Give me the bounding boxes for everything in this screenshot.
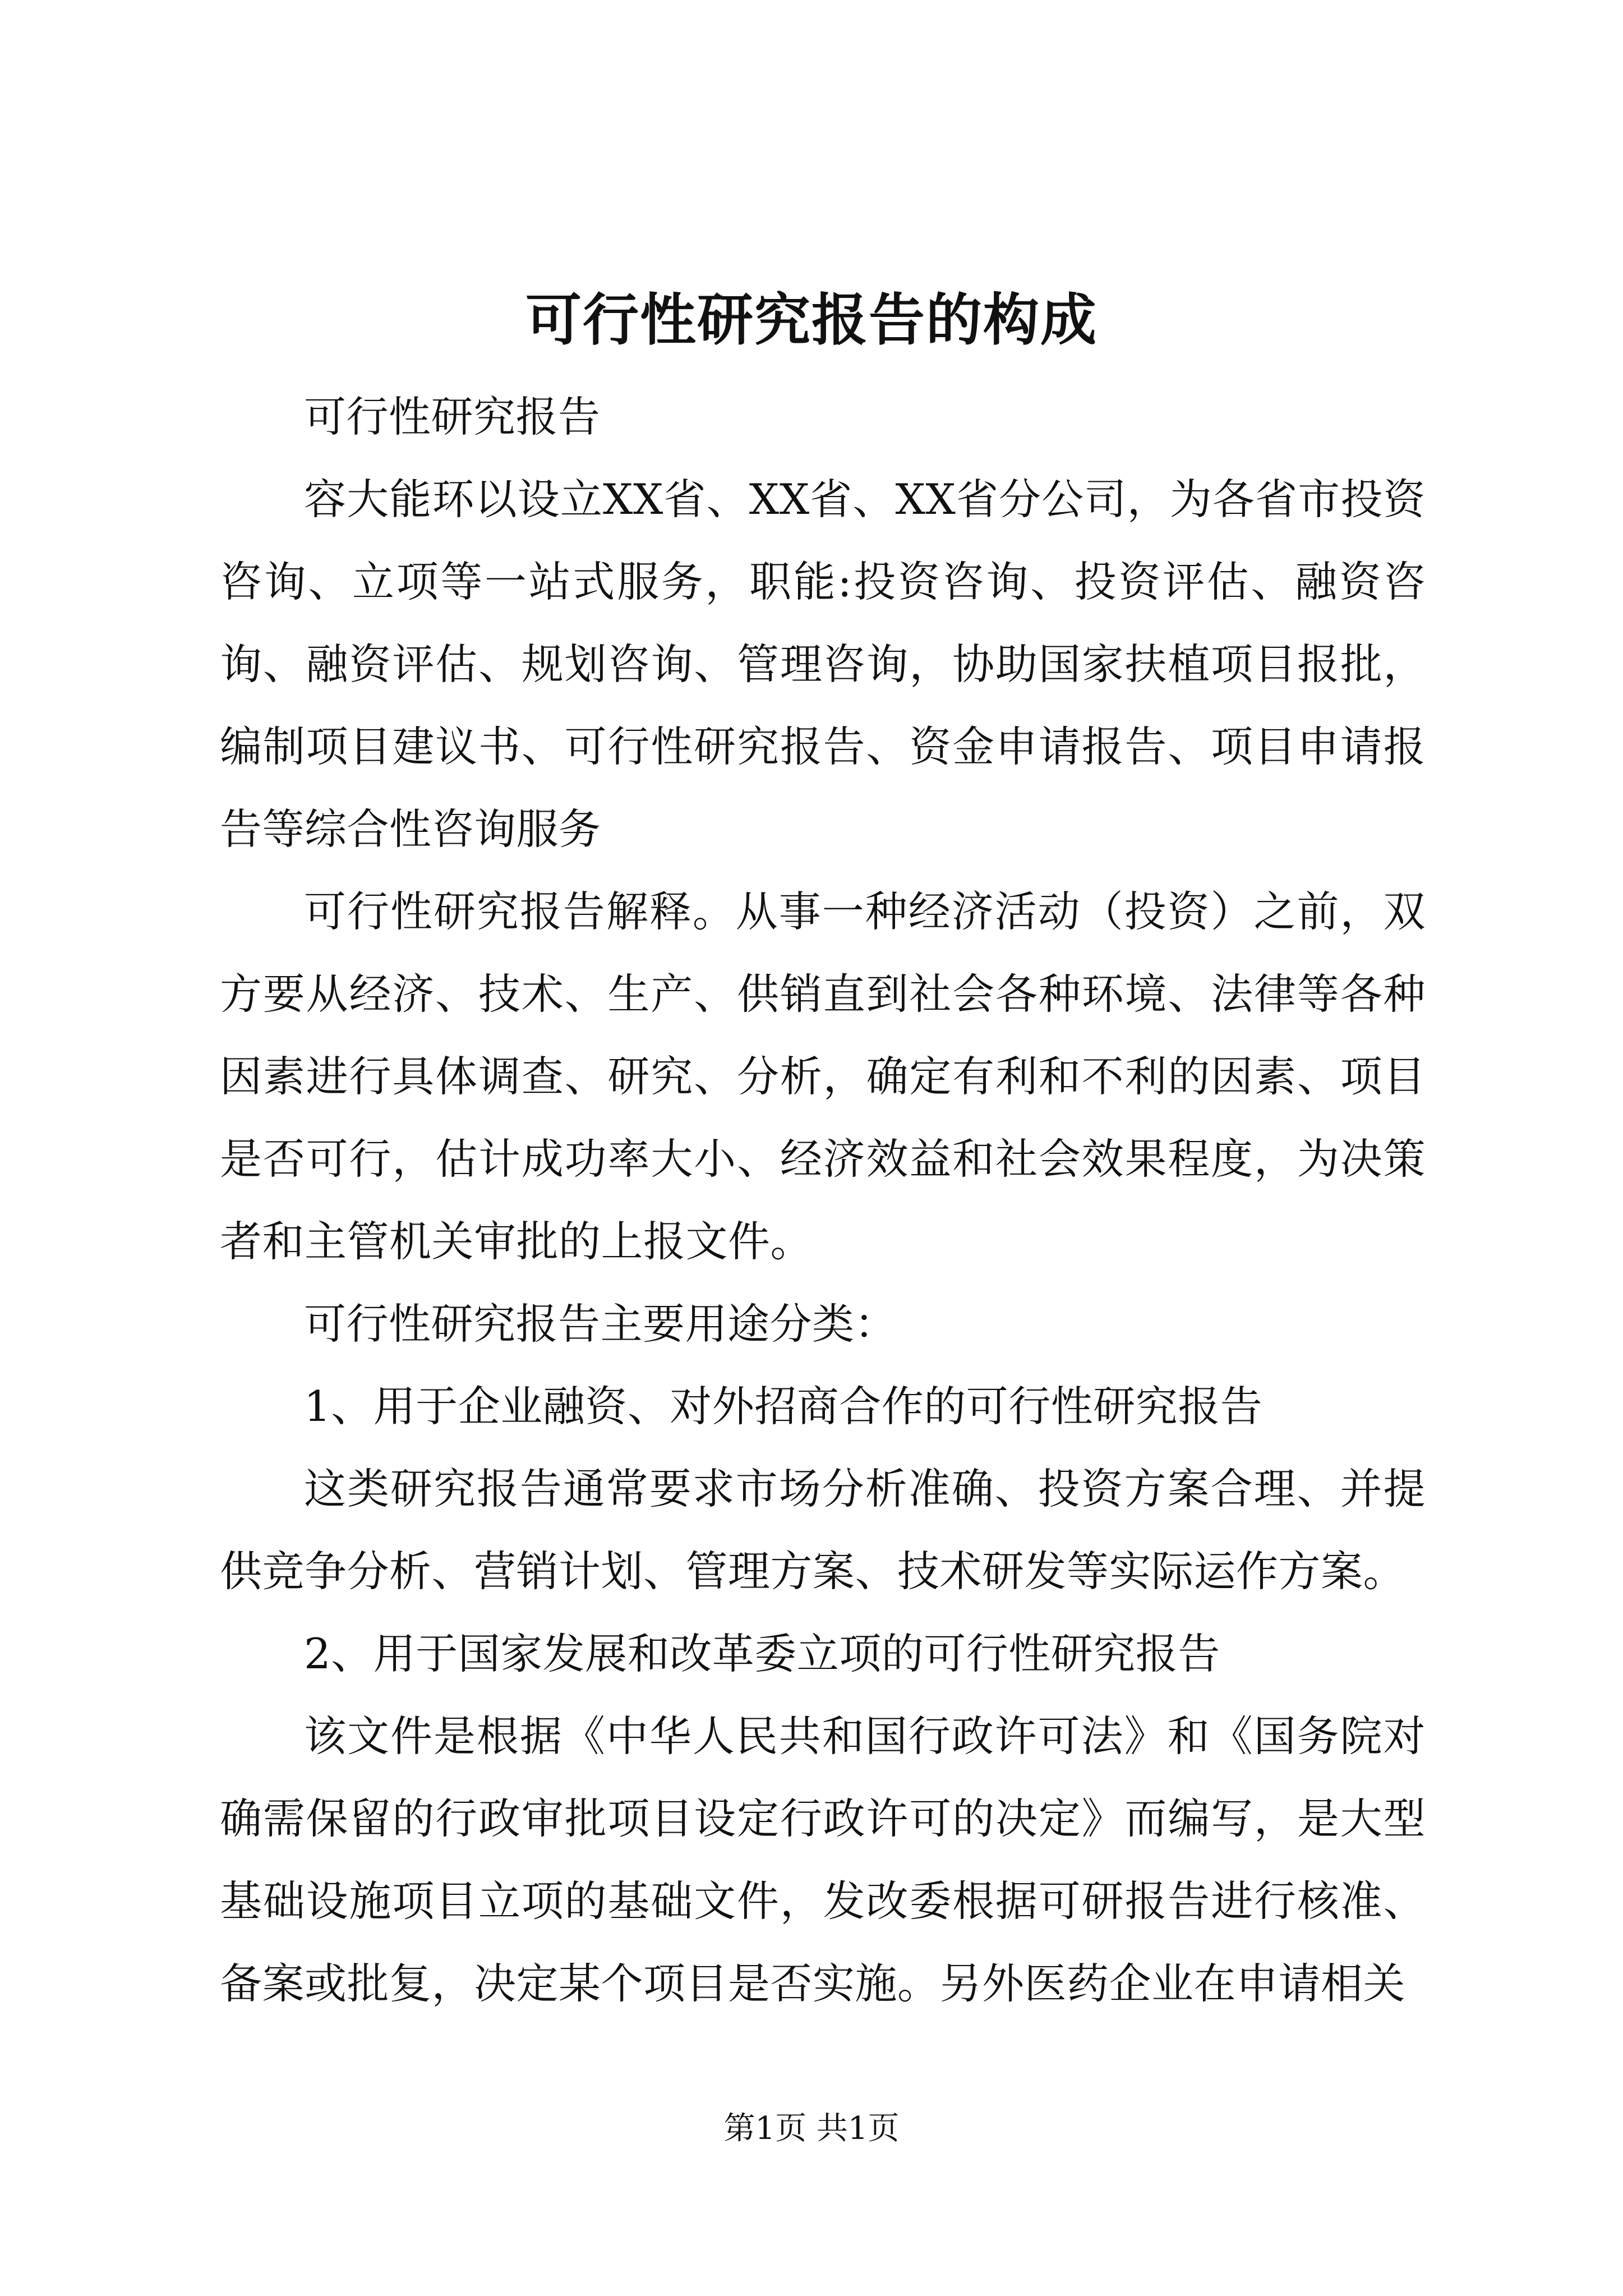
paragraph-usage-2-body: 该文件是根据《中华人民共和国行政许可法》和《国务院对确需保留的行政审批项目设定行政许可的决定》而编写，是大型基础设施项目立项的基础文件，发改委根据可研报告进行核准、备案或批复，决定某个项目是否实施。另外医药企业在申请相关 xyxy=(220,1711,1426,2008)
page-footer: 第1页 共1页 xyxy=(723,2110,900,2147)
paragraph-usage-2-heading: 2、用于国家发展和改革委立项的可行性研究报告 xyxy=(304,1629,1220,1678)
paragraph-subheading: 可行性研究报告 xyxy=(304,392,601,441)
paragraph-company-intro: 容大能环以设立XX省、XX省、XX省分公司，为各省市投资咨询、立项等一站式服务，职能:投资咨询、投资评估、融资咨询、融资评估、规划咨询、管理咨询，协助国家扶植项目报批，编制项目建议书、可行性研究报告、资金申请报告、项目申请报告等综合性咨询服务 xyxy=(220,475,1426,854)
document-title: 可行性研究报告的构成 xyxy=(525,287,1098,353)
document-body xyxy=(220,376,1426,2025)
paragraph-usage-1-body: 这类研究报告通常要求市场分析准确、投资方案合理、并提供竞争分析、营销计划、管理方案、技术研发等实际运作方案。 xyxy=(220,1464,1426,1596)
paragraph-usage-heading: 可行性研究报告主要用途分类： xyxy=(304,1299,897,1349)
paragraph-usage-1-heading: 1、用于企业融资、对外招商合作的可行性研究报告 xyxy=(304,1382,1263,1431)
paragraph-definition: 可行性研究报告解释。从事一种经济活动（投资）之前，双方要从经济、技术、生产、供销直到社会各种环境、法律等各种因素进行具体调查、研究、分析，确定有利和不利的因素、项目是否可行，估计成功率大小、经济效益和社会效果程度，为决策者和主管机关审批的上报文件。 xyxy=(220,887,1426,1266)
